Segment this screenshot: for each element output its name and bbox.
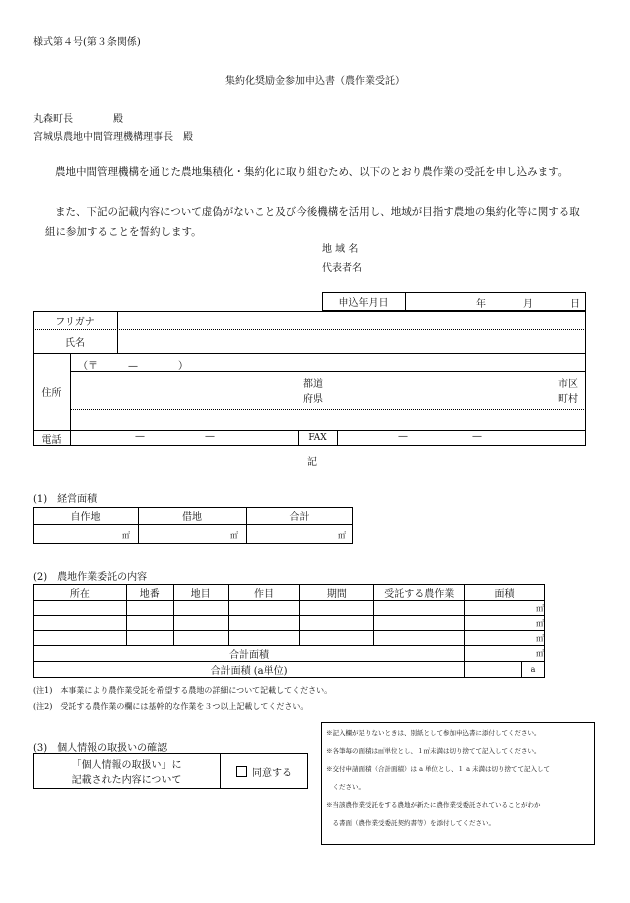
unit-sqm: ㎡ [122,531,130,540]
phone-dash-1: — [135,431,145,442]
city-label-2: 町村 [558,394,578,405]
checkbox-icon[interactable] [236,766,247,777]
region-label: 地 域 名 [322,244,359,255]
section1-heading: (1) 経営面積 [33,494,98,505]
prefecture-label-2: 府県 [303,394,323,405]
remark-4-cont: る書面（農作業受委託契約書等）を添付してください。 [326,819,495,827]
total-area-a-label: 合計面積 (a単位) [34,662,465,678]
unit-are: a [521,662,544,678]
form-number: 様式第４号(第３条関係) [33,37,141,48]
addressee-mayor: 丸森町長 [33,114,73,125]
fax-dash-1: — [398,431,408,442]
col-area: 面積 [465,585,545,601]
unit-sqm: ㎡ [521,616,544,631]
phone-label: 電話 [41,434,62,446]
unit-sqm: ㎡ [521,631,544,646]
unit-sqm: ㎡ [230,531,238,540]
col-period: 期間 [300,585,374,601]
remark-1: ※記入欄が足りないときは、別紙として参加申込書に添付してください。 [326,729,541,737]
name-label: 氏名 [65,337,85,349]
addressee-chairman: 宮城県農地中間管理機構理事長 殿 [33,132,193,143]
own-land-header: 自作地 [70,512,101,523]
section3-heading: (3) 個人情報の取扱いの確認 [33,743,168,754]
city-label-1: 市区 [558,379,578,390]
remark-4: ※当該農作業受託をする農地が新たに農作業受委託されていることがわか [326,801,541,809]
remark-2: ※各筆毎の面積は㎡単位とし、１㎡未満は切り捨てて記入してください。 [326,747,541,755]
furigana-field[interactable] [118,312,585,329]
col-land-category: 地目 [173,585,228,601]
unit-sqm: ㎡ [521,646,544,662]
col-crop: 作目 [228,585,300,601]
postal-code-field[interactable]: （〒 — ） [78,361,188,372]
application-date-label: 申込年月日 [338,298,389,309]
addressee-mayor-honorific: 殿 [113,114,123,125]
remark-3-cont: ください。 [326,783,365,791]
phone-dash-2: — [205,431,215,442]
leased-land-header: 借地 [182,512,202,523]
year-label: 年 [476,299,486,310]
note-1: (注1) 本事業により農作業受託を希望する農地の詳細について記載してください。 [33,686,333,695]
table-row [34,631,545,646]
agree-checkbox[interactable] [220,753,308,789]
total-area-label: 合計面積 [34,646,465,662]
page-title: 集約化奨励金参加申込書（農作業受託） [225,76,405,87]
consignment-table [33,584,545,678]
paragraph-pledge: また、下記の記載内容について虚偽がないこと及び今後機構を活用し、地域が目指す農地の集約化等に関する取組に参加することを誓約します。 [45,206,580,238]
fax-dash-2: — [472,431,482,442]
remark-3: ※交付申請面積（合計面積）は a 単位とし、１ a 未満は切り捨てて記入して [326,765,551,773]
ki-label: 記 [307,457,317,468]
representative-label: 代表者名 [322,263,362,274]
section2-heading: (2) 農地作業委託の内容 [33,572,148,583]
table-row [34,616,545,631]
furigana-label: フリガナ [55,316,95,328]
col-lot-number: 地番 [126,585,173,601]
privacy-label-1: 「個人情報の取扱い」に [71,760,182,771]
note-2: (注2) 受託する農作業の欄には基幹的な作業を３つ以上記載してください。 [33,702,309,711]
address-label: 住所 [41,388,62,399]
unit-sqm: ㎡ [338,531,346,540]
day-label: 日 [570,299,580,310]
privacy-label-2: 記載された内容について [71,775,182,786]
col-location: 所在 [34,585,127,601]
table-row [34,601,545,616]
agree-label: 同意する [252,767,292,779]
fax-label: FAX [308,433,327,443]
unit-sqm: ㎡ [521,601,544,616]
col-contracted-work: 受託する農作業 [374,585,465,601]
total-header: 合計 [289,512,310,523]
name-field[interactable] [118,330,585,352]
month-label: 月 [523,299,533,310]
prefecture-label-1: 都道 [303,379,323,390]
paragraph-application: 農地中間管理機構を通じた農地集積化・集約化に取り組むため、以下のとおり農作業の受託を申し込みます。 [55,166,569,178]
